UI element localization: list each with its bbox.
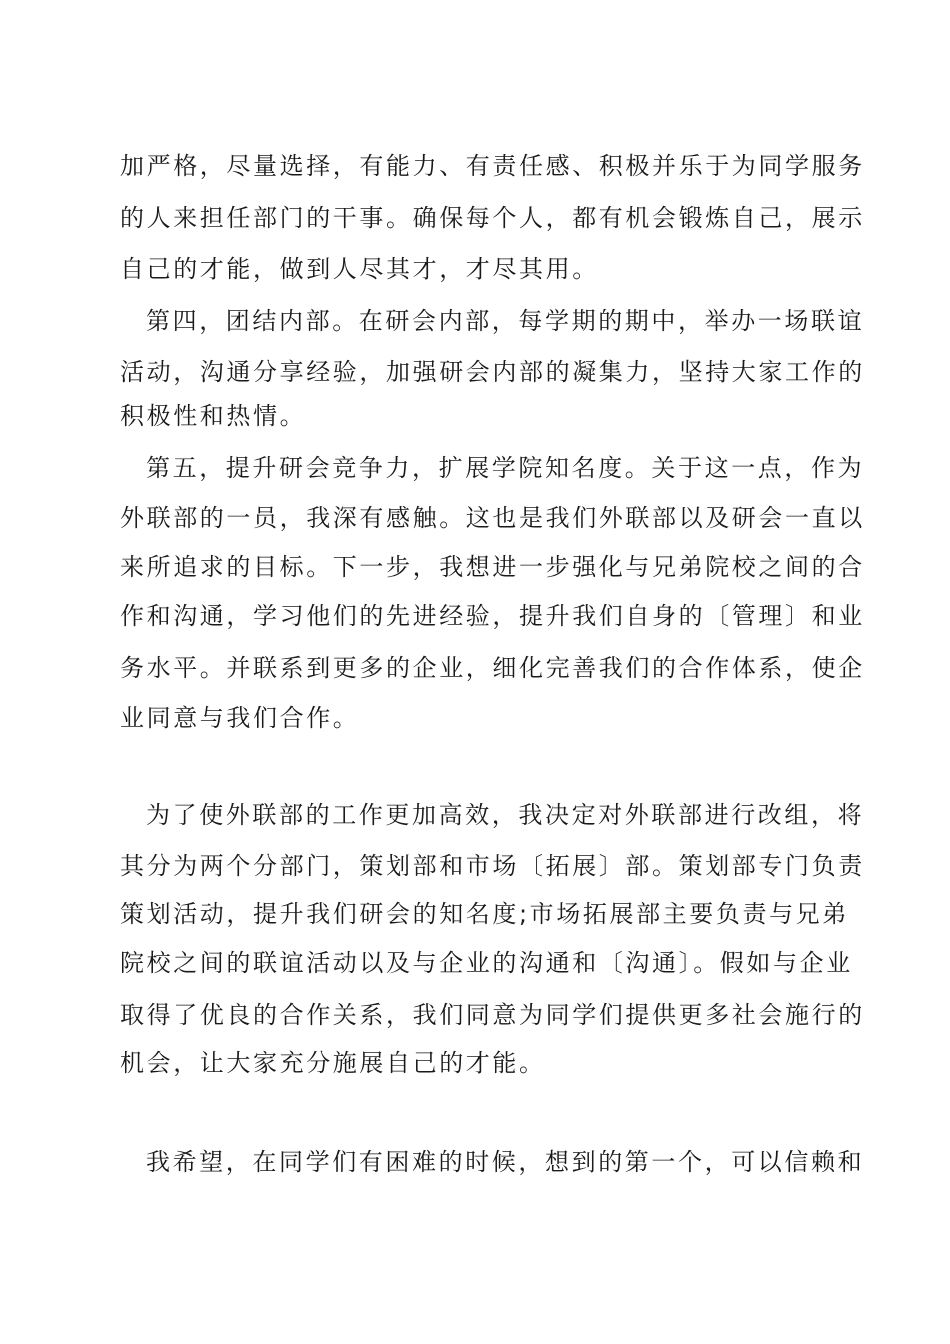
text-line: 自己的才能，做到人尽其才，才尽其用。 — [120, 255, 599, 283]
text-line: 第四，团结内部。在研会内部，每学期的期中，举办一场联谊 — [146, 307, 865, 335]
text-line: 积极性和热情。 — [120, 402, 307, 430]
text-line: 加严格，尽量选择，有能力、有责任感、积极并乐于为同学服务 — [120, 152, 865, 180]
text-line: 作和沟通，学习他们的先进经验，提升我们自身的〔管理〕和业 — [120, 602, 865, 630]
text-line: 院校之间的联谊活动以及与企业的沟通和〔沟通〕。假如与企业 — [120, 949, 853, 977]
text-line: 活动，沟通分享经验，加强研会内部的凝集力，坚持大家工作的 — [120, 358, 865, 386]
text-line: 取得了优良的合作关系，我们同意为同学们提供更多社会施行的 — [120, 1001, 865, 1029]
text-line: 其分为两个分部门，策划部和市场〔拓展〕部。策划部专门负责 — [120, 852, 865, 880]
text-line: 策划活动，提升我们研会的知名度;市场拓展部主要负责与兄弟 — [120, 900, 849, 928]
text-line: 为了使外联部的工作更加高效，我决定对外联部进行改组，将 — [146, 801, 865, 829]
text-line: 我希望，在同学们有困难的时候，想到的第一个，可以信赖和 — [146, 1148, 865, 1176]
text-line: 机会，让大家充分施展自己的才能。 — [120, 1049, 546, 1077]
text-line: 第五，提升研会竞争力，扩展学院知名度。关于这一点，作为 — [146, 454, 865, 482]
text-line: 的人来担任部门的干事。确保每个人，都有机会锻炼自己，展示 — [120, 204, 865, 232]
text-line: 外联部的一员，我深有感触。这也是我们外联部以及研会一直以 — [120, 504, 865, 532]
text-line: 来所追求的目标。下一步，我想进一步强化与兄弟院校之间的合 — [120, 553, 865, 581]
text-line: 务水平。并联系到更多的企业，细化完善我们的合作体系，使企 — [120, 654, 865, 682]
text-line: 业同意与我们合作。 — [120, 704, 360, 732]
